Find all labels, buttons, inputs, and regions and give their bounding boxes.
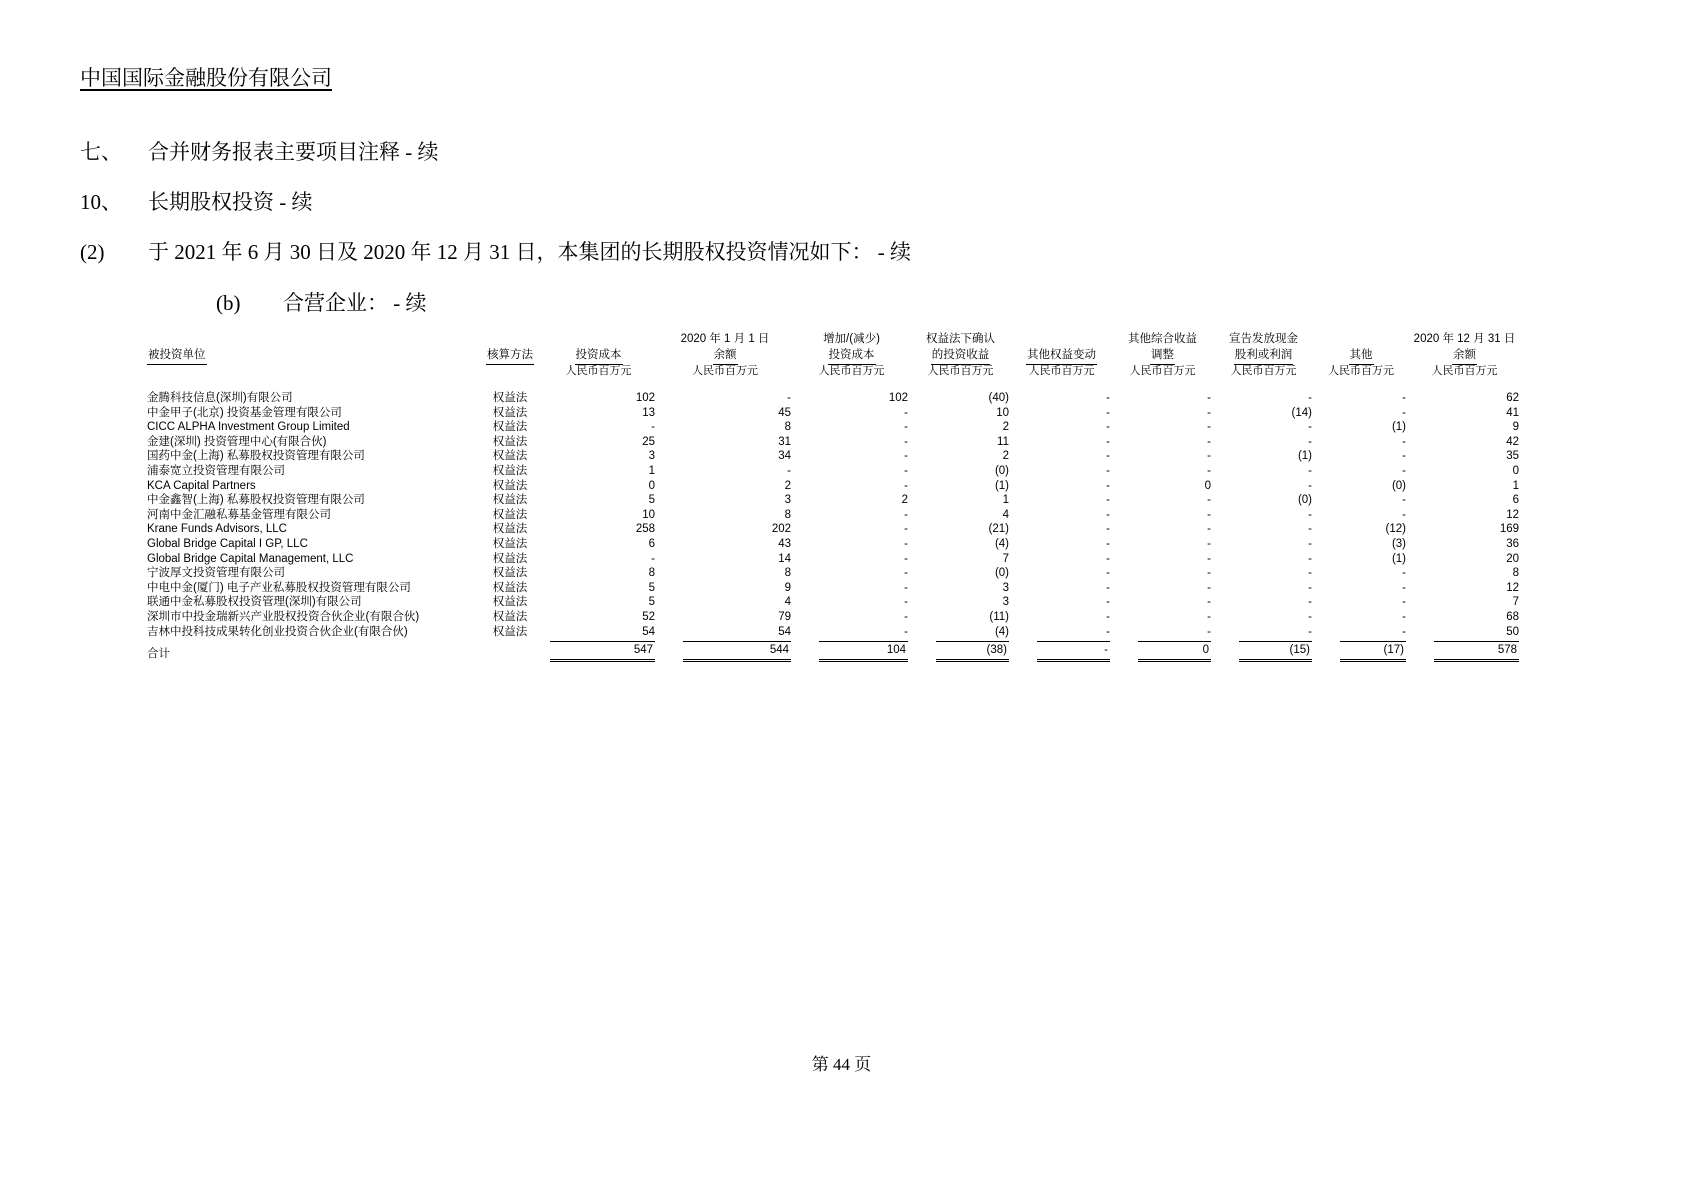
table-row xyxy=(147,537,1521,552)
cell-other: - xyxy=(1402,508,1406,521)
cell-equity-income: (4) xyxy=(994,537,1009,550)
total-value: 104 xyxy=(819,641,908,662)
table-row xyxy=(147,522,1521,537)
col-label-cost: 投资成本 xyxy=(575,347,623,365)
col-label-oci-adjust: 调整 xyxy=(1150,347,1175,365)
col-unit-jan1-balance: 人民币百万元 xyxy=(692,365,758,377)
cell-cost: - xyxy=(651,552,655,565)
total-value: (17) xyxy=(1340,641,1406,662)
cell-dec31-balance: 20 xyxy=(1506,552,1519,565)
col-header-dividend xyxy=(1213,347,1314,365)
cell-company: 国药中金(上海) 私募股权投资管理有限公司 xyxy=(147,450,365,463)
col-header-increase xyxy=(793,347,910,365)
table-row xyxy=(147,493,1521,508)
item-number: (2) xyxy=(80,240,105,264)
cell-dividend: - xyxy=(1308,464,1312,477)
cell-increase: 2 xyxy=(901,494,908,507)
cell-method: 权益法 xyxy=(492,625,528,638)
col-label-equity-income: 的投资收益 xyxy=(931,347,991,365)
cell-cost: 5 xyxy=(648,581,655,594)
investments-table-container xyxy=(147,332,1521,662)
cell-other: - xyxy=(1402,567,1406,580)
cell-other-equity: - xyxy=(1106,479,1110,492)
total-other xyxy=(1314,639,1408,662)
cell-jan1-balance: 4 xyxy=(784,596,791,609)
cell-other-equity: - xyxy=(1106,392,1110,404)
cell-oci-adjust: - xyxy=(1207,596,1211,609)
total-label: 合计 xyxy=(147,648,170,661)
cell-dividend: - xyxy=(1308,610,1312,623)
cell-other: (0) xyxy=(1391,479,1406,492)
total-oci-adjust xyxy=(1112,639,1213,662)
col-unit-method xyxy=(480,365,540,391)
joint-ventures-investments-table xyxy=(147,332,1521,662)
cell-other-equity: - xyxy=(1106,406,1110,419)
cell-equity-income: (11) xyxy=(989,610,1009,623)
cell-cost: 1 xyxy=(648,464,655,477)
cell-method: 权益法 xyxy=(492,596,528,609)
total-equity-income xyxy=(910,639,1011,662)
col-header-jan1-balance xyxy=(657,347,793,365)
cell-company: 中金甲子(北京) 投资基金管理有限公司 xyxy=(147,406,342,419)
cell-dividend: - xyxy=(1308,421,1312,434)
cell-dividend: - xyxy=(1308,523,1312,536)
cell-other-equity: - xyxy=(1106,421,1110,434)
cell-increase: - xyxy=(904,625,908,638)
cell-dividend: (0) xyxy=(1297,494,1312,507)
company-title: 中国国际金融股份有限公司 xyxy=(80,66,332,90)
cell-increase: - xyxy=(904,464,908,477)
cell-increase: - xyxy=(904,450,908,463)
col-header-cost xyxy=(540,347,657,365)
cell-company: Global Bridge Capital Management, LLC xyxy=(147,552,354,565)
cell-other: - xyxy=(1402,596,1406,609)
cell-other-equity: - xyxy=(1106,537,1110,550)
cell-oci-adjust: - xyxy=(1207,421,1211,434)
total-other-equity xyxy=(1011,639,1112,662)
cell-oci-adjust: - xyxy=(1207,450,1211,463)
cell-jan1-balance: 8 xyxy=(784,567,791,580)
col-header-dec31-balance xyxy=(1408,347,1521,365)
cell-other: - xyxy=(1402,406,1406,419)
cell-other-equity: - xyxy=(1106,596,1110,609)
total-label-cell xyxy=(147,639,480,662)
cell-jan1-balance: 3 xyxy=(784,494,791,507)
col-top-oci-adjust: 其他综合收益 xyxy=(1128,333,1197,345)
cell-other-equity: - xyxy=(1106,581,1110,594)
col-top-dividend: 宣告发放现金 xyxy=(1229,333,1298,345)
sub-item-heading xyxy=(216,287,427,317)
cell-other-equity: - xyxy=(1106,610,1110,623)
cell-company: 中金鑫智(上海) 私募股权投资管理有限公司 xyxy=(147,494,365,507)
cell-jan1-balance: 43 xyxy=(778,537,791,550)
cell-other: - xyxy=(1402,392,1406,404)
cell-other-equity: - xyxy=(1106,567,1110,580)
col-header-other-equity xyxy=(1011,347,1112,365)
col-unit-oci-adjust: 人民币百万元 xyxy=(1129,365,1196,377)
table-row xyxy=(147,581,1521,596)
cell-method: 权益法 xyxy=(492,610,528,623)
table-row xyxy=(147,479,1521,494)
cell-dividend: (14) xyxy=(1291,406,1312,419)
cell-equity-income: (0) xyxy=(994,464,1009,477)
cell-oci-adjust: - xyxy=(1207,625,1211,638)
total-value: 0 xyxy=(1138,641,1211,662)
col-top-cost xyxy=(540,332,657,347)
cell-cost: - xyxy=(651,421,655,434)
cell-equity-income: (1) xyxy=(994,479,1009,492)
cell-cost: 13 xyxy=(642,406,655,419)
cell-other: - xyxy=(1402,464,1406,477)
col-unit-company xyxy=(147,365,480,391)
section-number: 七、 xyxy=(80,140,122,164)
col-header-equity-income xyxy=(910,347,1011,365)
cell-oci-adjust: - xyxy=(1207,406,1211,419)
cell-jan1-balance: 34 xyxy=(778,450,791,463)
col-unit-dividend: 人民币百万元 xyxy=(1230,365,1297,377)
cell-cost: 8 xyxy=(648,567,655,580)
cell-dividend: - xyxy=(1308,392,1312,404)
cell-cost: 5 xyxy=(648,494,655,507)
cell-other-equity: - xyxy=(1106,494,1110,507)
cell-jan1-balance: 45 xyxy=(778,406,791,419)
cell-oci-adjust: - xyxy=(1207,464,1211,477)
cell-jan1-balance: 14 xyxy=(778,552,791,565)
cell-other: - xyxy=(1402,435,1406,448)
col-unit-equity-income: 人民币百万元 xyxy=(927,365,994,377)
table-row xyxy=(147,566,1521,581)
cell-dec31-balance: 9 xyxy=(1512,421,1519,434)
cell-company: 金建(深圳) 投资管理中心(有限合伙) xyxy=(147,435,327,448)
cell-dividend: - xyxy=(1308,596,1312,609)
cell-cost: 52 xyxy=(642,610,655,623)
cell-oci-adjust: - xyxy=(1207,537,1211,550)
cell-jan1-balance: 9 xyxy=(784,581,791,594)
cell-dec31-balance: 8 xyxy=(1512,567,1519,580)
table-row xyxy=(147,449,1521,464)
total-jan1-balance xyxy=(657,639,793,662)
col-unit-increase: 人民币百万元 xyxy=(818,365,885,377)
sub-item-number: (b) xyxy=(216,291,241,315)
cell-other: (12) xyxy=(1385,523,1406,536)
col-top-equity-income: 权益法下确认 xyxy=(926,333,995,345)
col-label-jan1-balance: 余额 xyxy=(713,347,738,365)
cell-equity-income: 3 xyxy=(1002,596,1009,609)
cell-dec31-balance: 169 xyxy=(1499,523,1519,536)
section-title: 合并财务报表主要项目注释 - 续 xyxy=(148,140,439,164)
col-top-company xyxy=(147,332,480,347)
cell-other: - xyxy=(1402,610,1406,623)
cell-increase: - xyxy=(904,406,908,419)
cell-increase: - xyxy=(904,479,908,492)
cell-cost: 3 xyxy=(648,450,655,463)
cell-dec31-balance: 50 xyxy=(1506,625,1519,638)
total-dec31-balance xyxy=(1408,639,1521,662)
cell-method: 权益法 xyxy=(492,392,528,404)
cell-dividend: - xyxy=(1308,508,1312,521)
cell-dec31-balance: 0 xyxy=(1512,464,1519,477)
cell-cost: 0 xyxy=(648,479,655,492)
cell-other: - xyxy=(1402,625,1406,638)
cell-dec31-balance: 6 xyxy=(1512,494,1519,507)
col-top-jan1-balance: 2020 年 1 月 1 日 xyxy=(680,333,770,345)
cell-dividend: - xyxy=(1308,581,1312,594)
cell-increase: - xyxy=(904,508,908,521)
col-label-other: 其他 xyxy=(1349,347,1374,365)
cell-equity-income: 2 xyxy=(1002,450,1009,463)
col-label-company: 被投资单位 xyxy=(147,347,207,365)
table-body xyxy=(147,391,1521,662)
cell-method: 权益法 xyxy=(492,450,528,463)
cell-jan1-balance: - xyxy=(787,464,791,477)
item-heading xyxy=(80,236,911,266)
table-row xyxy=(147,406,1521,421)
cell-method: 权益法 xyxy=(492,581,528,594)
cell-oci-adjust: - xyxy=(1207,508,1211,521)
cell-method: 权益法 xyxy=(492,508,528,521)
cell-dec31-balance: 41 xyxy=(1506,406,1519,419)
col-top-dec31-balance: 2020 年 12 月 31 日 xyxy=(1413,333,1516,345)
cell-method: 权益法 xyxy=(492,479,528,492)
col-top-increase: 增加/(减少) xyxy=(823,333,880,345)
header-row-unit xyxy=(147,365,1521,391)
total-value: 544 xyxy=(683,641,791,662)
col-label-increase: 投资成本 xyxy=(828,347,876,365)
cell-dividend: - xyxy=(1308,479,1312,492)
cell-dividend: - xyxy=(1308,537,1312,550)
cell-dividend: - xyxy=(1308,435,1312,448)
cell-company: 吉林中投科技成果转化创业投资合伙企业(有限合伙) xyxy=(147,625,408,638)
cell-method: 权益法 xyxy=(492,567,528,580)
header-row-label xyxy=(147,347,1521,365)
table-row xyxy=(147,595,1521,610)
cell-oci-adjust: - xyxy=(1207,552,1211,565)
col-top-method xyxy=(480,332,540,347)
sub-item-text: 合营企业： - 续 xyxy=(283,291,427,315)
cell-other-equity: - xyxy=(1106,523,1110,536)
cell-increase: - xyxy=(904,581,908,594)
cell-other: (3) xyxy=(1391,537,1406,550)
cell-increase: - xyxy=(904,435,908,448)
cell-method: 权益法 xyxy=(492,523,528,536)
cell-other-equity: - xyxy=(1106,508,1110,521)
cell-equity-income: 10 xyxy=(996,406,1009,419)
cell-company: 浦泰宽立投资管理有限公司 xyxy=(147,464,285,477)
col-label-dividend: 股利或利润 xyxy=(1234,347,1294,365)
cell-increase: - xyxy=(904,552,908,565)
col-unit-other: 人民币百万元 xyxy=(1328,365,1394,377)
table-header xyxy=(147,332,1521,391)
cell-other-equity: - xyxy=(1106,625,1110,638)
cell-dividend: - xyxy=(1308,625,1312,638)
col-top-other xyxy=(1314,332,1408,347)
cell-method: 权益法 xyxy=(492,406,528,419)
cell-company: 宁波厚文投资管理有限公司 xyxy=(147,567,285,580)
cell-cost: 5 xyxy=(648,596,655,609)
col-header-company xyxy=(147,347,480,365)
cell-oci-adjust: - xyxy=(1207,567,1211,580)
subsection-heading xyxy=(80,186,313,216)
subsection-number: 10、 xyxy=(80,190,122,214)
cell-increase: - xyxy=(904,567,908,580)
cell-increase: - xyxy=(904,596,908,609)
total-dividend xyxy=(1213,639,1314,662)
cell-other-equity: - xyxy=(1106,552,1110,565)
cell-oci-adjust: 0 xyxy=(1204,479,1211,492)
cell-oci-adjust: - xyxy=(1207,435,1211,448)
total-value: (38) xyxy=(936,641,1009,662)
cell-equity-income: 11 xyxy=(997,435,1009,448)
total-increase xyxy=(793,639,910,662)
page-number: 第 44 页 xyxy=(811,1055,872,1074)
total-value: 547 xyxy=(550,641,655,662)
table-row xyxy=(147,552,1521,567)
cell-oci-adjust: - xyxy=(1207,523,1211,536)
cell-equity-income: 1 xyxy=(1002,494,1009,507)
cell-other: - xyxy=(1402,494,1406,507)
total-value: 578 xyxy=(1434,641,1519,662)
cell-other: - xyxy=(1402,581,1406,594)
cell-dec31-balance: 12 xyxy=(1506,581,1519,594)
total-cost xyxy=(540,639,657,662)
cell-jan1-balance: 202 xyxy=(771,523,791,536)
table-row xyxy=(147,610,1521,625)
cell-oci-adjust: - xyxy=(1207,581,1211,594)
total-value: - xyxy=(1037,641,1110,662)
total-value: (15) xyxy=(1239,641,1312,662)
cell-company: KCA Capital Partners xyxy=(147,479,256,492)
cell-other: (1) xyxy=(1391,421,1406,434)
cell-increase: - xyxy=(904,537,908,550)
cell-company: 中电中金(厦门) 电子产业私募股权投资管理有限公司 xyxy=(147,581,411,594)
cell-method: 权益法 xyxy=(492,494,528,507)
cell-dec31-balance: 68 xyxy=(1506,610,1519,623)
cell-dividend: (1) xyxy=(1297,450,1312,463)
header-row-top xyxy=(147,332,1521,347)
cell-dividend: - xyxy=(1308,567,1312,580)
cell-oci-adjust: - xyxy=(1207,494,1211,507)
cell-equity-income: 2 xyxy=(1002,421,1009,434)
table-row xyxy=(147,420,1521,435)
cell-other: (1) xyxy=(1391,552,1406,565)
cell-company: 联通中金私募股权投资管理(深圳)有限公司 xyxy=(147,596,362,609)
total-method-cell xyxy=(480,639,540,662)
subsection-title: 长期股权投资 - 续 xyxy=(148,190,313,214)
cell-other: - xyxy=(1402,450,1406,463)
cell-equity-income: 3 xyxy=(1002,581,1009,594)
cell-jan1-balance: - xyxy=(787,392,791,404)
cell-cost: 258 xyxy=(635,523,655,536)
cell-jan1-balance: 54 xyxy=(778,625,791,638)
cell-increase: - xyxy=(904,610,908,623)
cell-company: Global Bridge Capital I GP, LLC xyxy=(147,537,308,550)
cell-method: 权益法 xyxy=(492,435,528,448)
cell-method: 权益法 xyxy=(492,421,528,434)
cell-cost: 102 xyxy=(635,392,655,404)
col-label-dec31-balance: 余额 xyxy=(1452,347,1477,365)
cell-method: 权益法 xyxy=(492,464,528,477)
col-label-other-equity: 其他权益变动 xyxy=(1026,347,1097,365)
col-header-oci-adjust xyxy=(1112,347,1213,365)
cell-oci-adjust: - xyxy=(1207,392,1211,404)
table-row xyxy=(147,464,1521,479)
cell-company: 河南中金汇融私募基金管理有限公司 xyxy=(147,508,331,521)
cell-company: 深圳市中投金瑞新兴产业股权投资合伙企业(有限合伙) xyxy=(147,610,420,623)
cell-dec31-balance: 1 xyxy=(1512,479,1519,492)
cell-equity-income: 7 xyxy=(1002,552,1009,565)
table-row xyxy=(147,625,1521,640)
col-unit-dec31-balance: 人民币百万元 xyxy=(1431,365,1498,377)
total-row xyxy=(147,639,1521,662)
section-heading xyxy=(80,136,439,166)
cell-increase: - xyxy=(904,523,908,536)
cell-jan1-balance: 79 xyxy=(778,610,791,623)
table-row xyxy=(147,508,1521,523)
item-text: 于 2021 年 6 月 30 日及 2020 年 12 月 31 日，本集团的长期股权投资情况如下： - 续 xyxy=(148,240,911,264)
cell-company: Krane Funds Advisors, LLC xyxy=(147,523,287,536)
table-row xyxy=(147,391,1521,406)
cell-other-equity: - xyxy=(1106,464,1110,477)
cell-method: 权益法 xyxy=(492,537,528,550)
cell-company: 金腾科技信息(深圳)有限公司 xyxy=(147,392,293,404)
cell-dec31-balance: 42 xyxy=(1506,435,1519,448)
col-unit-other-equity: 人民币百万元 xyxy=(1028,365,1095,377)
table-row xyxy=(147,435,1521,450)
cell-dec31-balance: 35 xyxy=(1506,450,1519,463)
cell-method: 权益法 xyxy=(492,552,528,565)
col-header-method xyxy=(480,347,540,365)
cell-dec31-balance: 12 xyxy=(1506,508,1519,521)
cell-equity-income: (21) xyxy=(988,523,1009,536)
cell-dec31-balance: 36 xyxy=(1506,537,1519,550)
cell-jan1-balance: 8 xyxy=(784,421,791,434)
cell-other-equity: - xyxy=(1106,435,1110,448)
col-label-method: 核算方法 xyxy=(486,347,534,365)
cell-dividend: - xyxy=(1308,552,1312,565)
cell-cost: 10 xyxy=(642,508,655,521)
cell-jan1-balance: 2 xyxy=(784,479,791,492)
col-unit-cost: 人民币百万元 xyxy=(565,365,632,377)
cell-oci-adjust: - xyxy=(1207,610,1211,623)
col-top-other-equity xyxy=(1011,332,1112,347)
cell-increase: 102 xyxy=(888,392,908,404)
cell-dec31-balance: 62 xyxy=(1506,392,1519,404)
cell-increase: - xyxy=(904,421,908,434)
cell-equity-income: (4) xyxy=(994,625,1009,638)
cell-cost: 25 xyxy=(642,435,655,448)
cell-dec31-balance: 7 xyxy=(1512,596,1519,609)
cell-jan1-balance: 8 xyxy=(784,508,791,521)
col-header-other xyxy=(1314,347,1408,365)
cell-other-equity: - xyxy=(1106,450,1110,463)
cell-equity-income: (40) xyxy=(988,392,1009,404)
cell-equity-income: 4 xyxy=(1002,508,1009,521)
cell-equity-income: (0) xyxy=(994,567,1009,580)
cell-cost: 54 xyxy=(642,625,655,638)
cell-cost: 6 xyxy=(648,537,655,550)
cell-jan1-balance: 31 xyxy=(778,435,791,448)
cell-company: CICC ALPHA Investment Group Limited xyxy=(147,421,350,434)
